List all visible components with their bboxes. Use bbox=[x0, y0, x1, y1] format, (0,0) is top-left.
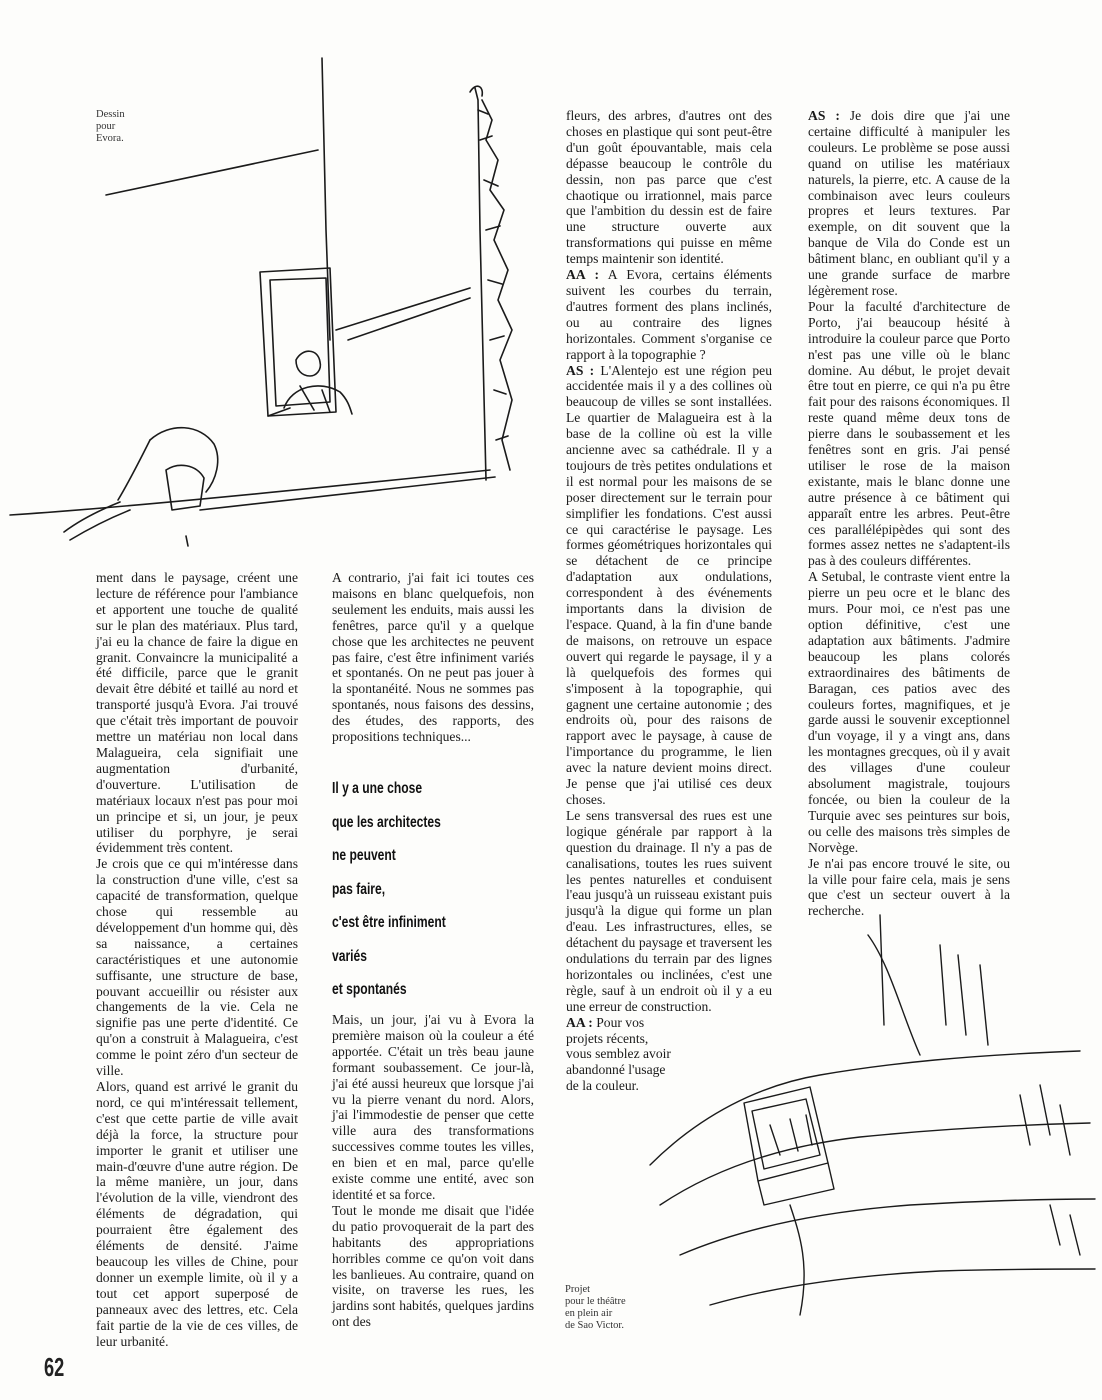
paragraph: Je crois que ce qui m'intéresse dans la construction d'une ville, c'est sa capacité de transformation, quelque chose qui ressemble au développement d'un homme qui, dès sa naissance, a certaines caractéristiques et une autonomie suffisante, une structure de base, pouvant accueillir ou résister aux changements de la vie. Cela ne signifie pas une perte d'identité. Ce qu'on a construit à Malagueira, c'est comme le point zéro d'un secteur de ville. bbox=[96, 856, 298, 1079]
caption-line: pour bbox=[96, 121, 116, 132]
paragraph: ment dans le paysage, créent une lecture de référence pour l'ambiance et apportent une touche de qualité sur le plan des matériaux. Plus tard, j'ai eu la chance de faire la digue en granit. Convaincre la municipalité a été difficile, parce que le granit devait être débité et taillé au nord et transporté jusqu'à Evora. J'ai trouvé que c'était très important de pouvoir mettre un matériau non local dans Malagueira, cela signifiait une augmentation d'urbanité, d'ouverture. L'utilisation de matériaux locaux n'est pas pour moi un principe et si, un jour, je peux utiliser du porphyre, je serai évidemment très content. bbox=[96, 570, 298, 856]
evora-sketch-drawing bbox=[0, 40, 560, 560]
page-number: 62 bbox=[44, 1352, 65, 1382]
pull-quote-line: que les architectes bbox=[332, 813, 441, 831]
paragraph: Je n'ai pas encore trouvé le site, ou la ville pour faire cela, mais je sens que c'est un secteur ouvert à la recherche. bbox=[808, 855, 1010, 919]
pull-quote-line: et spontanés bbox=[332, 981, 407, 998]
paragraph: AS : L'Alentejo est une région peu accidentée mais il y a des collines où beaucoup de villes se sont installées. Le quartier de Malagueira est à la base de la colline où est la ville ancienne avec sa cathédrale. Il y a toujours de très petites ondulations et il est normal pour les maisons de se poser directement sur le terrain pour simplifier les fondations. C'est aussi ce qui caractérise le paysage. Les formes géométriques horizontales qui se détachent de ce principe d'adaptation aux ondulations, correspondent à des événements importants dans la division de l'espace. Quand, à la fin d'une bande de maisons, on retrouve un espace ouvert qui regarde le paysage, il y a là quelquefois des formes qui s'imposent à la topographie, qui gagnent une certaine autonomie ; des endroits où, pour des raisons de rapport avec le paysage, à cause de l'importance du programme, le lien avec la nature devient moins direct. Je pense que j'ai utilisé ces deux choses. bbox=[566, 362, 772, 807]
bottom-drawing-caption bbox=[565, 1284, 626, 1332]
caption-line: Projet bbox=[565, 1284, 591, 1295]
caption-line: pour le théâtre bbox=[565, 1296, 626, 1307]
caption-line: de Sao Victor. bbox=[565, 1320, 624, 1331]
paragraph: Tout le monde me disait que l'idée du patio provoquerait de la part des habitants des appropriations horribles comme ce qu'on voit dans les banlieues. Au contraire, quand on visite, on traverse les rues, les jardins sont habités, quelques jardins ont des bbox=[332, 1202, 534, 1330]
paragraph: Alors, quand est arrivé le granit du nord, ce qui m'intéressait tellement, c'est que cette partie de ville avait déjà la force, la structure pour importer le granit et utiliser une main-d'œuvre d'une autre région. De la même manière, un jour, dans l'évolution de la ville, viendront des éléments de dégradation, qui pourraient être également des éléments de densité. J'aime beaucoup les villes de Chine, pour donner un exemple limite, où il y a tout cet apport superposé de panneaux avec des lettres, etc. Cela fait partie de la vie de ces villes, de leur urbanité. bbox=[96, 1079, 298, 1349]
paragraph: AA : A Evora, certains éléments suivent les courbes du terrain, d'autres forment des plans inclinés, ou au contraire des lignes horizontales. Comment s'organise ce rapport à la topographie ? bbox=[566, 267, 772, 362]
paragraph: AA : Pour vos projets récents, vous semblez avoir abandonné l'usage de la couleur. bbox=[566, 1014, 671, 1094]
pull-quote-line: ne peuvent bbox=[332, 847, 396, 864]
text-column-3 bbox=[566, 108, 772, 1094]
pull-quote-line: Il y a une chose bbox=[332, 780, 423, 797]
caption-line: en plein air bbox=[565, 1308, 613, 1319]
pull-quote-line: variés bbox=[332, 947, 367, 965]
text-column-2-bottom bbox=[332, 1012, 534, 1330]
pull-quote-line: c'est être infiniment bbox=[332, 914, 446, 931]
pull-quote-line: pas faire, bbox=[332, 880, 386, 898]
pull-quote bbox=[332, 772, 504, 1007]
paragraph: Mais, un jour, j'ai vu à Evora la première maison où la couleur a été apportée. C'était un très beau jaune formant soubassement. Ce jour-là, j'ai été aussi heureux que lorsque j'ai vu la pierre venant du nord. Alors, j'ai l'immodestie de penser que cette ville aura des transformations successives comme toutes les villes, en bien et en mal, parce qu'elle existe comme une entité, avec son identité et sa force. bbox=[332, 1012, 534, 1202]
paragraph: AS : Je dois dire que j'ai une certaine difficulté à manipuler les couleurs. Le problème se pose aussi quand on utilise les matériaux naturels, la pierre, etc. A cause de la combinaison avec leurs couleurs propres et leurs textures. Par exemple, on dit souvent que la banque de Vila do Conde est un bâtiment blanc, en oubliant qu'il y a une grande surface de marbre légèrement rose. bbox=[808, 108, 1010, 298]
paragraph: Pour la faculté d'architecture de Porto, j'ai beaucoup hésité à introduire la couleur parce que Porto n'est pas une ville où le blanc domine. Au début, le projet devait être tout en pierre, ce qui n'a pu être fait pour des raisons économiques. Il reste quand même deux tons de pierre dans le soubassement et les fenêtres sont en gris. J'ai pensé utiliser le rose de la maison existante, mais le blanc donne une autre présence à ce bâtiment qui apparaît entre les arbres. Peut-être ces parallélépipèdes qui sont des formes assez nettes ne s'adaptent-ils pas à des couleurs différentes. bbox=[808, 298, 1010, 569]
paragraph: A Setubal, le contraste vient entre la pierre un peu ocre et le blanc des murs. Pour moi, ce n'est pas une option définitive, c'est une adaptation aux bâtiments. J'admire beaucoup les plans colorés extraordinaires des bâtiments de Baragan, ces patios avec des couleurs fortes, magnifiques, et je garde aussi le souvenir exceptionnel d'un voyage, il y a vingt ans, dans les montagnes grecques, où il y avait des villages d'une couleur absolument magistrale, toujours foncée, ou bien la couleur de la Turquie avec ses peintures sur bois, ou celle des maisons très simples de Norvège. bbox=[808, 569, 1010, 855]
caption-line: Dessin bbox=[96, 109, 125, 120]
text-column-2-top bbox=[332, 570, 534, 745]
paragraph: Le sens transversal des rues est une logique générale par rapport à la question du drainage. Il n'y a pas de canalisations, toutes les rues suivent les pentes naturelles et conduisent l'eau jusqu'à un ruisseau existant puis jusqu'à la digue qui forme un plan d'eau. Les infrastructures, elles, se détachent du paysage et traversent les ondulations du terrain par des lignes horizontales ou inclinées, c'est une règle, sauf à un endroit où il y a eu une erreur de construction. bbox=[566, 807, 772, 1014]
top-drawing-caption bbox=[96, 109, 125, 145]
paragraph: fleurs, des arbres, d'autres ont des choses en plastique qui sont peut-être d'un goût épouvantable, mais cela dépasse beaucoup le contrôle du dessin, non pas parce que c'est chaotique ou irrationnel, mais parce que l'ambition du dessin est de faire une structure ouverte aux transformations qui puisse en même temps maintenir son identité. bbox=[566, 108, 772, 267]
paragraph: A contrario, j'ai fait ici toutes ces maisons en blanc quelquefois, non seulement les enduits, mais aussi les fenêtres, parce qu'il y a quelque chose que les architectes ne peuvent pas faire, c'est être infiniment variés et spontanés. On ne peut pas jouer à la spontanéité. Nous ne sommes pas spontanés, nous faisons des dessins, des études, des rapports, des propositions techniques... bbox=[332, 570, 534, 745]
text-column-4 bbox=[808, 108, 1010, 919]
text-column-1 bbox=[96, 570, 298, 1349]
caption-line: Evora. bbox=[96, 133, 124, 144]
